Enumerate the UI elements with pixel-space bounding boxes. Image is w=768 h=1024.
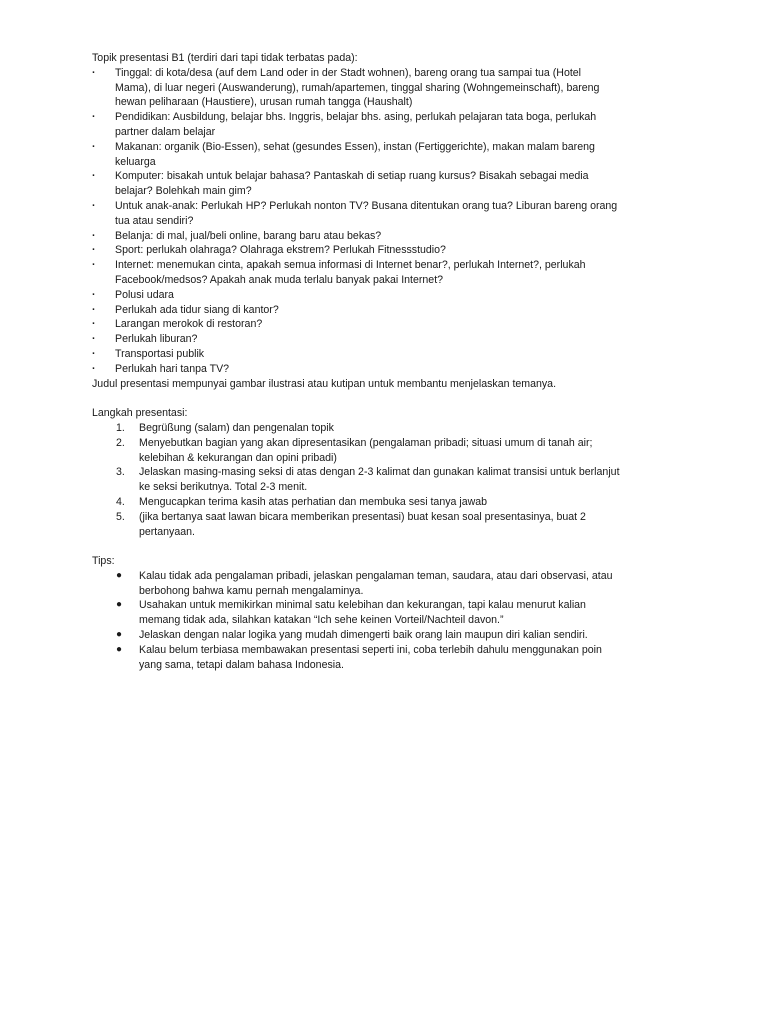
topic-line: Larangan merokok di restoran? xyxy=(115,318,263,331)
bullet-icon: · xyxy=(92,199,96,212)
topics-list xyxy=(92,66,682,377)
topic-line: Perlukah ada tidur siang di kantor? xyxy=(115,303,279,316)
topic-line: Internet: menemukan cinta, apakah semua informasi di Internet benar?, perlukah Internet?, perlukah xyxy=(115,259,586,272)
topic-line: belajar? Bolehkah main gim? xyxy=(115,185,252,198)
bullet-icon: · xyxy=(92,170,96,183)
topic-line: Makanan: organik (Bio-Essen), sehat (gesundes Essen), instan (Fertiggerichte), makan malam bareng xyxy=(115,140,595,153)
topic-item xyxy=(92,332,682,347)
tip-line: Usahakan untuk memikirkan minimal satu kelebihan dan kekurangan, tapi kalau menurut kalian xyxy=(139,599,586,612)
tip-line: Kalau tidak ada pengalaman pribadi, jelaskan pengalaman teman, saudara, atau dari observasi, atau xyxy=(139,569,613,582)
tip-line: yang sama, tetapi dalam bahasa Indonesia. xyxy=(139,658,344,671)
steps-heading: Langkah presentasi: xyxy=(92,407,188,420)
topic-line: Untuk anak-anak: Perlukah HP? Perlukah nonton TV? Busana ditentukan orang tua? Liburan bareng orang xyxy=(115,199,618,212)
topic-line: Tinggal: di kota/desa (auf dem Land oder in der Stadt wohnen), bareng orang tua sampai tua (Hotel xyxy=(115,66,582,79)
bullet-icon: · xyxy=(92,318,96,331)
topic-line: tua atau sendiri? xyxy=(115,214,194,227)
step-item xyxy=(116,436,682,466)
step-line: ke seksi berikutnya. Total 2-3 menit. xyxy=(139,481,308,494)
bullet-icon: · xyxy=(92,111,96,124)
step-line: Mengucapkan terima kasih atas perhatian dan membuka sesi tanya jawab xyxy=(139,495,488,508)
topic-line: Perlukah hari tanpa TV? xyxy=(115,362,230,375)
step-number: 3. xyxy=(116,466,125,479)
step-number: 5. xyxy=(116,510,125,523)
topic-line: Polusi udara xyxy=(115,288,174,301)
bullet-icon: · xyxy=(92,259,96,272)
topics-heading: Topik presentasi B1 (terdiri dari tapi tidak terbatas pada): xyxy=(92,52,358,64)
step-item xyxy=(116,465,682,495)
tip-line: Jelaskan dengan nalar logika yang mudah dimengerti baik orang lain maupun diri kalian sendiri. xyxy=(139,629,588,642)
topic-item xyxy=(92,66,682,110)
bullet-icon: ● xyxy=(116,643,123,655)
bullet-icon: · xyxy=(92,303,96,316)
topic-item xyxy=(92,347,682,362)
topic-line: Facebook/medsos? Apakah anak muda terlalu banyak pakai Internet? xyxy=(115,273,444,286)
tip-line: memang tidak ada, silahkan katakan “Ich sehe keinen Vorteil/Nachteil davon.” xyxy=(139,614,504,627)
bullet-icon: · xyxy=(92,347,96,360)
topic-item xyxy=(92,317,682,332)
step-number: 2. xyxy=(116,436,125,449)
tip-item xyxy=(116,569,682,599)
step-item xyxy=(116,510,682,540)
topic-line: partner dalam belajar xyxy=(115,125,216,138)
step-line: pertanyaan. xyxy=(139,525,195,538)
topic-line: hewan peliharaan (Haustiere), urusan rumah tangga (Haushalt) xyxy=(115,96,413,109)
bullet-icon: · xyxy=(92,66,96,79)
topic-item xyxy=(92,110,682,140)
step-line: Begrüßung (salam) dan pengenalan topik xyxy=(139,421,334,434)
bullet-icon: · xyxy=(92,140,96,153)
topic-item xyxy=(92,258,682,288)
topic-item xyxy=(92,303,682,318)
tip-item xyxy=(116,643,682,673)
topic-line: Komputer: bisakah untuk belajar bahasa? Pantaskah di setiap ruang kursus? Bisakah sebagai media xyxy=(115,170,589,183)
tip-line: berbohong bahwa kamu pernah mengalaminya. xyxy=(139,584,364,597)
spacer xyxy=(92,391,682,406)
bullet-icon: · xyxy=(92,229,96,242)
bullet-icon: ● xyxy=(116,569,123,581)
step-line: kelebihan & kekurangan dan opini pribadi) xyxy=(139,451,337,464)
bullet-icon: · xyxy=(92,362,96,375)
steps-list xyxy=(116,421,682,539)
bullet-icon: ● xyxy=(116,629,123,641)
topic-item xyxy=(92,362,682,377)
topic-item xyxy=(92,229,682,244)
topic-line: keluarga xyxy=(115,155,156,168)
topic-line: Transportasi publik xyxy=(115,347,205,360)
document-page xyxy=(92,51,682,672)
spacer xyxy=(92,539,682,554)
tip-line: Kalau belum terbiasa membawakan presentasi seperti ini, coba terlebih dahulu menggunakan poin xyxy=(139,643,602,656)
step-number: 4. xyxy=(116,495,125,508)
topic-line: Pendidikan: Ausbildung, belajar bhs. Inggris, belajar bhs. asing, perlukah pelajaran tata boga, perlukah xyxy=(115,111,597,124)
tips-heading: Tips: xyxy=(92,555,115,568)
topic-item xyxy=(92,140,682,170)
topic-line: Sport: perlukah olahraga? Olahraga ekstrem? Perlukah Fitnessstudio? xyxy=(115,244,446,257)
bullet-icon: · xyxy=(92,244,96,257)
topic-line: Mama), di luar negeri (Auswanderung), rumah/apartemen, tinggal sharing (Wohngemeinschaft), bareng xyxy=(115,81,600,94)
step-line: (jika bertanya saat lawan bicara memberikan presentasi) buat kesan soal presentasinya, buat 2 xyxy=(139,510,586,523)
step-item xyxy=(116,495,682,510)
topic-line: Perlukah liburan? xyxy=(115,333,198,346)
tip-item xyxy=(116,598,682,628)
topic-item xyxy=(92,199,682,229)
step-item xyxy=(116,421,682,436)
tips-list xyxy=(116,569,682,673)
title-note: Judul presentasi mempunyai gambar ilustrasi atau kutipan untuk membantu menjelaskan temanya. xyxy=(92,377,557,390)
step-line: Menyebutkan bagian yang akan dipresentasikan (pengalaman pribadi; situasi umum di tanah air; xyxy=(139,436,593,449)
topic-line: Belanja: di mal, jual/beli online, barang baru atau bekas? xyxy=(115,229,382,242)
step-line: Jelaskan masing-masing seksi di atas dengan 2-3 kalimat dan gunakan kalimat transisi untuk berlanjut xyxy=(139,466,620,479)
topic-item xyxy=(92,288,682,303)
bullet-icon: · xyxy=(92,333,96,346)
topic-item xyxy=(92,243,682,258)
bullet-icon: ● xyxy=(116,599,123,611)
step-number: 1. xyxy=(116,421,125,434)
tip-item xyxy=(116,628,682,643)
topic-item xyxy=(92,169,682,199)
bullet-icon: · xyxy=(92,288,96,301)
